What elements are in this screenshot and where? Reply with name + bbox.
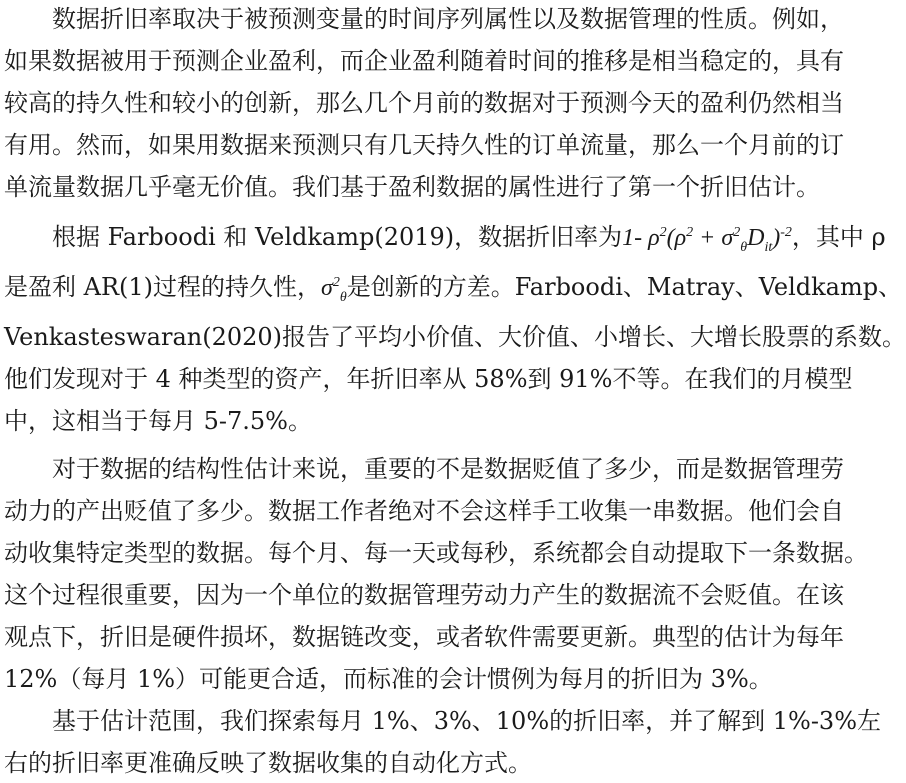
sigma-sup: 2 [332, 275, 340, 290]
paragraph-3-line-4: 这个过程很重要，因为一个单位的数据管理劳动力产生的数据流不会贬值。在该 [4, 581, 844, 609]
formula-sup-1: 2 [659, 225, 667, 240]
paragraph-3-line-1: 对于数据的结构性估计来说，重要的不是数据贬值了多少，而是数据管理劳 [52, 455, 844, 483]
paragraph-1-line-5: 单流量数据几乎毫无价值。我们基于盈利数据的属性进行了第一个折旧估计。 [4, 173, 820, 201]
paragraph-2-line-1-tail: ，其中 ρ [791, 223, 886, 251]
depreciation-formula [622, 225, 792, 255]
paragraph-2-line-5: 中，这相当于每月 5-7.5%。 [4, 407, 312, 435]
paragraph-2-line-4: 他们发现对于 4 种类型的资产，年折旧率从 58%到 91%不等。在我们的月模型 [4, 365, 853, 393]
formula-part-5: ) [772, 225, 781, 251]
paragraph-2-line-3: Venkasteswaran(2020)报告了平均小价值、大价值、小增长、大增长股票的系数。 [4, 323, 906, 351]
paragraph-3-line-5: 观点下，折旧是硬件损坏，数据链改变，或者软件需要更新。典型的估计为每年 [4, 623, 844, 651]
sigma-sub: θ [339, 289, 347, 305]
paragraph-1-line-4: 有用。然而，如果用数据来预测只有几天持久性的订单流量，那么一个月前的订 [4, 131, 844, 159]
formula-sup-neg2: -2 [780, 225, 792, 240]
paragraph-1-line-3: 较高的持久性和较小的创新，那么几个月前的数据对于预测今天的盈利仍然相当 [4, 89, 844, 117]
paragraph-3-line-6: 12%（每月 1%）可能更合适，而标准的会计惯例为每月的折旧为 3%。 [4, 665, 773, 693]
paragraph-4-line-2: 右的折旧率更准确反映了数据收集的自动化方式。 [4, 749, 532, 777]
paragraph-2-line-2-text: 是盈利 AR(1)过程的持久性， [4, 273, 322, 301]
paragraph-1-line-1: 数据折旧率取决于被预测变量的时间序列属性以及数据管理的性质。例如， [52, 5, 844, 33]
formula-sup-2: 2 [686, 225, 694, 240]
paragraph-2-line-1 [4, 222, 886, 255]
formula-part-2: (ρ [666, 225, 687, 251]
formula-sup-3: 2 [733, 225, 741, 240]
sigma-symbol: σ [321, 275, 333, 301]
sigma-theta-symbol [321, 275, 347, 305]
formula-sub-theta: θ [740, 239, 748, 255]
paragraph-4-line-1: 基于估计范围，我们探索每月 1%、3%、10%的折旧率，并了解到 1%-3%左 [52, 707, 882, 735]
paragraph-3-line-3: 动收集特定类型的数据。每个月、每一天或每秒，系统都会自动提取下一条数据。 [4, 539, 868, 567]
paragraph-2-line-1-text: 根据 Farboodi 和 Veldkamp(2019)，数据折旧率为 [52, 223, 623, 251]
formula-part-1: 1- ρ [622, 225, 660, 251]
formula-part-3: + σ [693, 225, 734, 251]
formula-sub-it: it [764, 239, 773, 255]
formula-part-4: D [747, 225, 765, 251]
paragraph-2-line-2-tail: 是创新的方差。Farboodi、Matray、Veldkamp、 [346, 273, 903, 301]
paragraph-3-line-2: 动力的产出贬值了多少。数据工作者绝对不会这样手工收集一串数据。他们会自 [4, 497, 844, 525]
paragraph-1-line-2: 如果数据被用于预测企业盈利，而企业盈利随着时间的推移是相当稳定的，具有 [4, 47, 844, 75]
paragraph-2-line-2 [4, 272, 903, 305]
